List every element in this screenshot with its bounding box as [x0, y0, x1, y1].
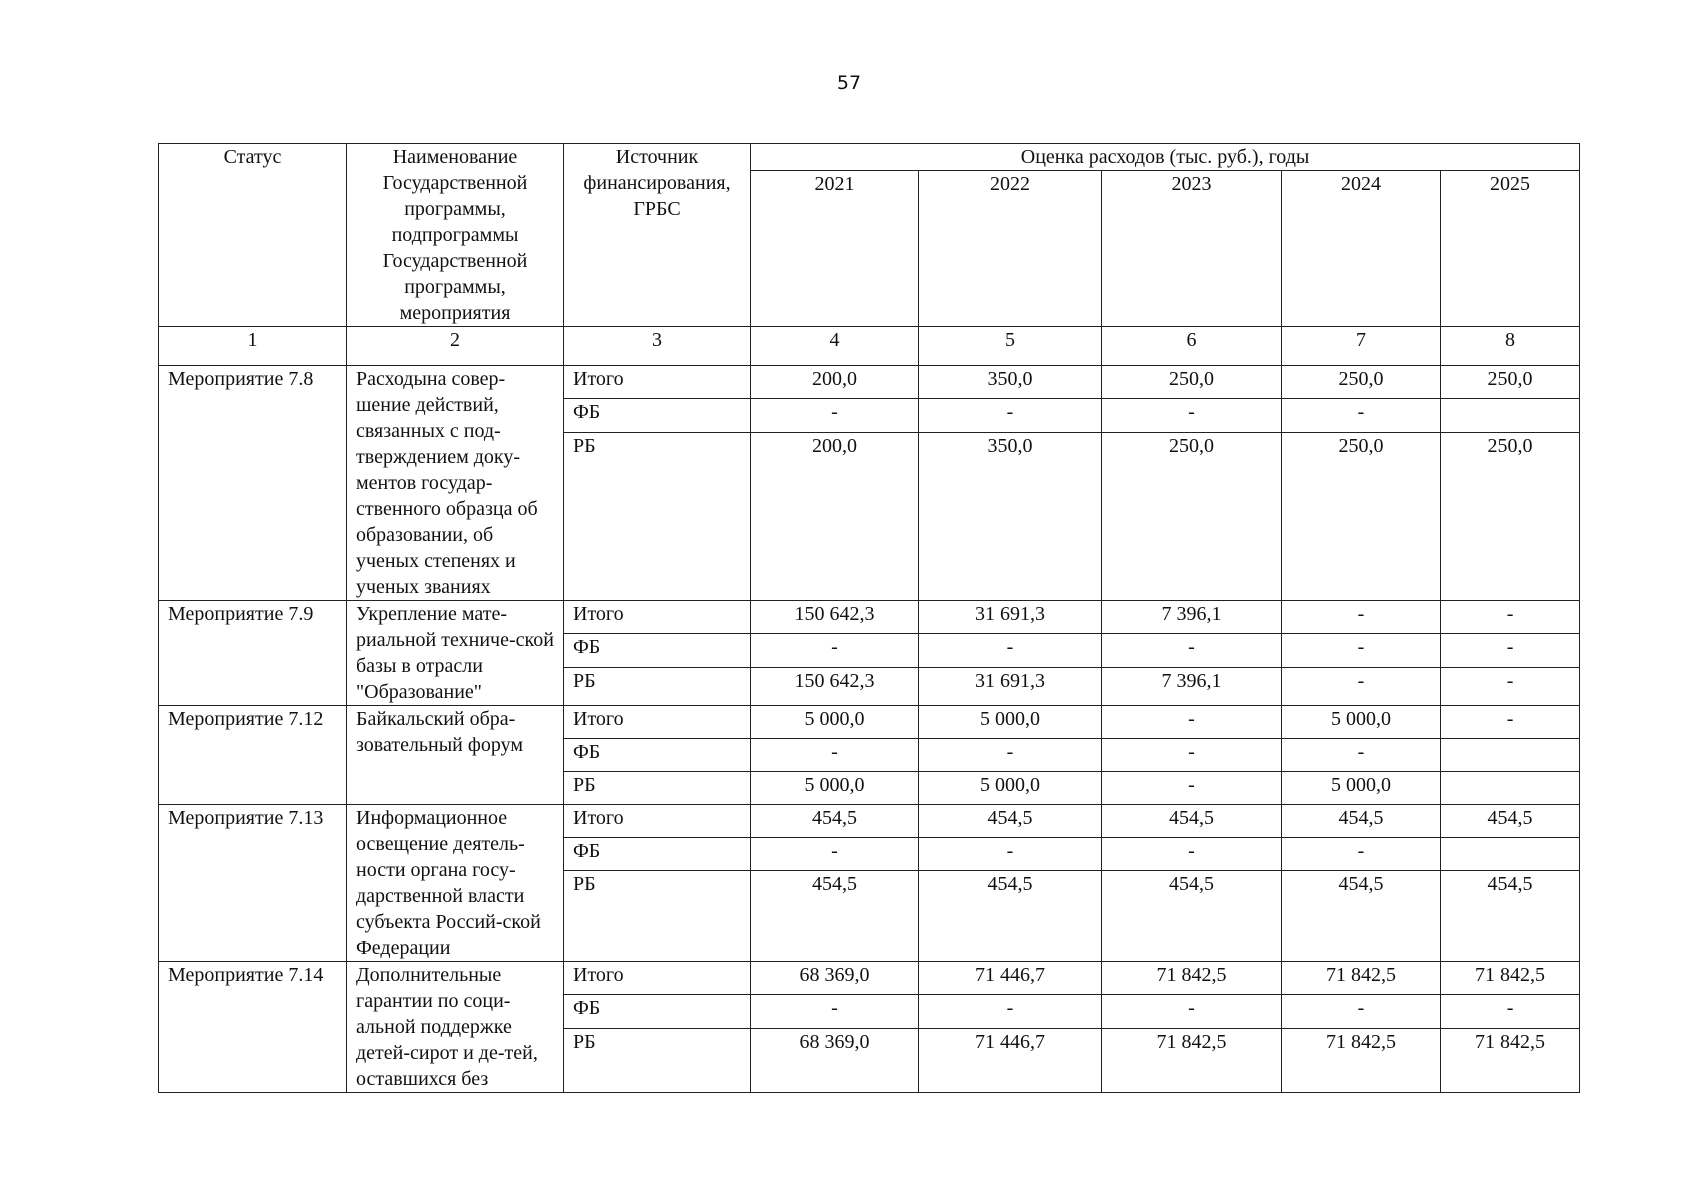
expense-value: -: [751, 995, 919, 1028]
table-row: [159, 601, 1580, 634]
funding-source: ФБ: [564, 739, 751, 772]
header-year: 2024: [1282, 171, 1441, 327]
table-row: [159, 366, 1580, 399]
activity-name: Укрепление мате-риальной техниче-ской базы в отрасли "Образование": [347, 601, 564, 706]
expense-value: 454,5: [1102, 871, 1282, 962]
funding-source: ФБ: [564, 399, 751, 432]
funding-source: ФБ: [564, 634, 751, 667]
header-year: 2021: [751, 171, 919, 327]
expense-value: 454,5: [1441, 871, 1580, 962]
expense-value: 250,0: [1282, 432, 1441, 600]
activity-name: Дополнительные гарантии по соци-альной поддержке детей-сирот и де-тей, оставшихся без: [347, 962, 564, 1093]
expense-value: -: [1282, 995, 1441, 1028]
activity-status: Мероприятие 7.14: [159, 962, 347, 1093]
funding-source: РБ: [564, 432, 751, 600]
expense-value: 454,5: [1441, 805, 1580, 838]
expense-value: -: [1102, 772, 1282, 805]
page-number: 57: [836, 72, 862, 94]
budget-table: [158, 143, 1580, 1093]
expense-value: 71 446,7: [919, 1028, 1102, 1093]
header-name: Наименование Государственной программы, подпрограммы Государственной программы, мероприятия: [347, 144, 564, 327]
expense-value: 250,0: [1102, 366, 1282, 399]
expense-value: 71 842,5: [1282, 1028, 1441, 1093]
expense-value: 7 396,1: [1102, 601, 1282, 634]
expense-value: 250,0: [1282, 366, 1441, 399]
header-year: 2023: [1102, 171, 1282, 327]
expense-value: 71 842,5: [1441, 1028, 1580, 1093]
table-body: [159, 366, 1580, 1093]
funding-source: Итого: [564, 962, 751, 995]
expense-value: 71 446,7: [919, 962, 1102, 995]
expense-value: 150 642,3: [751, 601, 919, 634]
expense-value: 68 369,0: [751, 962, 919, 995]
expense-value: -: [919, 634, 1102, 667]
table-row: [159, 706, 1580, 739]
expense-value: -: [1102, 706, 1282, 739]
expense-value: -: [919, 739, 1102, 772]
funding-source: Итого: [564, 366, 751, 399]
expense-value: 5 000,0: [919, 706, 1102, 739]
activity-status: Мероприятие 7.12: [159, 706, 347, 805]
expense-value: 454,5: [751, 805, 919, 838]
expense-value: -: [919, 838, 1102, 871]
expense-value: 71 842,5: [1102, 1028, 1282, 1093]
activity-name: Байкальский обра-зовательный форум: [347, 706, 564, 805]
expense-value: -: [1282, 838, 1441, 871]
header-year: 2025: [1441, 171, 1580, 327]
expense-value: 200,0: [751, 366, 919, 399]
expense-value: 5 000,0: [751, 772, 919, 805]
column-number: 8: [1441, 327, 1580, 366]
expense-value: -: [1282, 601, 1441, 634]
funding-source: РБ: [564, 667, 751, 705]
activity-name: Информационное освещение деятель-ности органа госу-дарственной власти субъекта Россий-ской Федерации: [347, 805, 564, 962]
expense-value: [1441, 399, 1580, 432]
table-header: [159, 144, 1580, 366]
column-number: 2: [347, 327, 564, 366]
header-source: Источник финансирования, ГРБС: [564, 144, 751, 327]
expense-value: -: [751, 399, 919, 432]
expense-value: -: [751, 634, 919, 667]
expense-value: 150 642,3: [751, 667, 919, 705]
expense-value: 71 842,5: [1441, 962, 1580, 995]
funding-source: Итого: [564, 706, 751, 739]
expense-value: 454,5: [751, 871, 919, 962]
expense-value: [1441, 772, 1580, 805]
column-number: 7: [1282, 327, 1441, 366]
expense-value: -: [919, 995, 1102, 1028]
funding-source: РБ: [564, 772, 751, 805]
funding-source: ФБ: [564, 838, 751, 871]
activity-status: Мероприятие 7.13: [159, 805, 347, 962]
expense-value: 454,5: [1282, 805, 1441, 838]
expense-value: 7 396,1: [1102, 667, 1282, 705]
column-number: 5: [919, 327, 1102, 366]
expense-value: -: [919, 399, 1102, 432]
expense-value: [1441, 739, 1580, 772]
column-number: 6: [1102, 327, 1282, 366]
activity-name: Расходына совер-шение действий, связанных с под-тверждением доку-ментов государ-ственного образца об образовании, об ученых степенях и ученых званиях: [347, 366, 564, 601]
expense-value: 5 000,0: [919, 772, 1102, 805]
expense-value: 5 000,0: [751, 706, 919, 739]
expense-value: -: [1282, 634, 1441, 667]
expense-value: 454,5: [919, 871, 1102, 962]
funding-source: Итого: [564, 601, 751, 634]
header-estimate: Оценка расходов (тыс. руб.), годы: [751, 144, 1580, 171]
funding-source: РБ: [564, 871, 751, 962]
expense-value: 250,0: [1102, 432, 1282, 600]
column-number: 4: [751, 327, 919, 366]
expense-value: 350,0: [919, 366, 1102, 399]
activity-status: Мероприятие 7.9: [159, 601, 347, 706]
expense-value: -: [1282, 399, 1441, 432]
expense-value: 454,5: [919, 805, 1102, 838]
expense-value: 71 842,5: [1102, 962, 1282, 995]
expense-value: 31 691,3: [919, 667, 1102, 705]
expense-value: 5 000,0: [1282, 706, 1441, 739]
expense-value: -: [1441, 634, 1580, 667]
expense-value: -: [1441, 995, 1580, 1028]
expense-value: 454,5: [1102, 805, 1282, 838]
table-row: [159, 962, 1580, 995]
funding-source: Итого: [564, 805, 751, 838]
header-year: 2022: [919, 171, 1102, 327]
expense-value: 5 000,0: [1282, 772, 1441, 805]
expense-value: -: [751, 838, 919, 871]
expense-value: -: [1441, 706, 1580, 739]
expense-value: -: [1282, 667, 1441, 705]
expense-value: 200,0: [751, 432, 919, 600]
expense-value: -: [751, 739, 919, 772]
expense-value: 68 369,0: [751, 1028, 919, 1093]
column-number: 3: [564, 327, 751, 366]
expense-value: 71 842,5: [1282, 962, 1441, 995]
expense-value: 31 691,3: [919, 601, 1102, 634]
expense-value: -: [1102, 399, 1282, 432]
table-row: [159, 805, 1580, 838]
expense-value: 350,0: [919, 432, 1102, 600]
funding-source: ФБ: [564, 995, 751, 1028]
expense-value: -: [1102, 739, 1282, 772]
expense-value: 250,0: [1441, 432, 1580, 600]
column-number: 1: [159, 327, 347, 366]
header-status: Статус: [159, 144, 347, 327]
expense-value: -: [1282, 739, 1441, 772]
activity-status: Мероприятие 7.8: [159, 366, 347, 601]
expense-value: 250,0: [1441, 366, 1580, 399]
expense-value: 454,5: [1282, 871, 1441, 962]
funding-source: РБ: [564, 1028, 751, 1093]
expense-value: [1441, 838, 1580, 871]
expense-value: -: [1102, 634, 1282, 667]
expense-value: -: [1441, 667, 1580, 705]
expense-value: -: [1441, 601, 1580, 634]
expense-value: -: [1102, 995, 1282, 1028]
expense-value: -: [1102, 838, 1282, 871]
